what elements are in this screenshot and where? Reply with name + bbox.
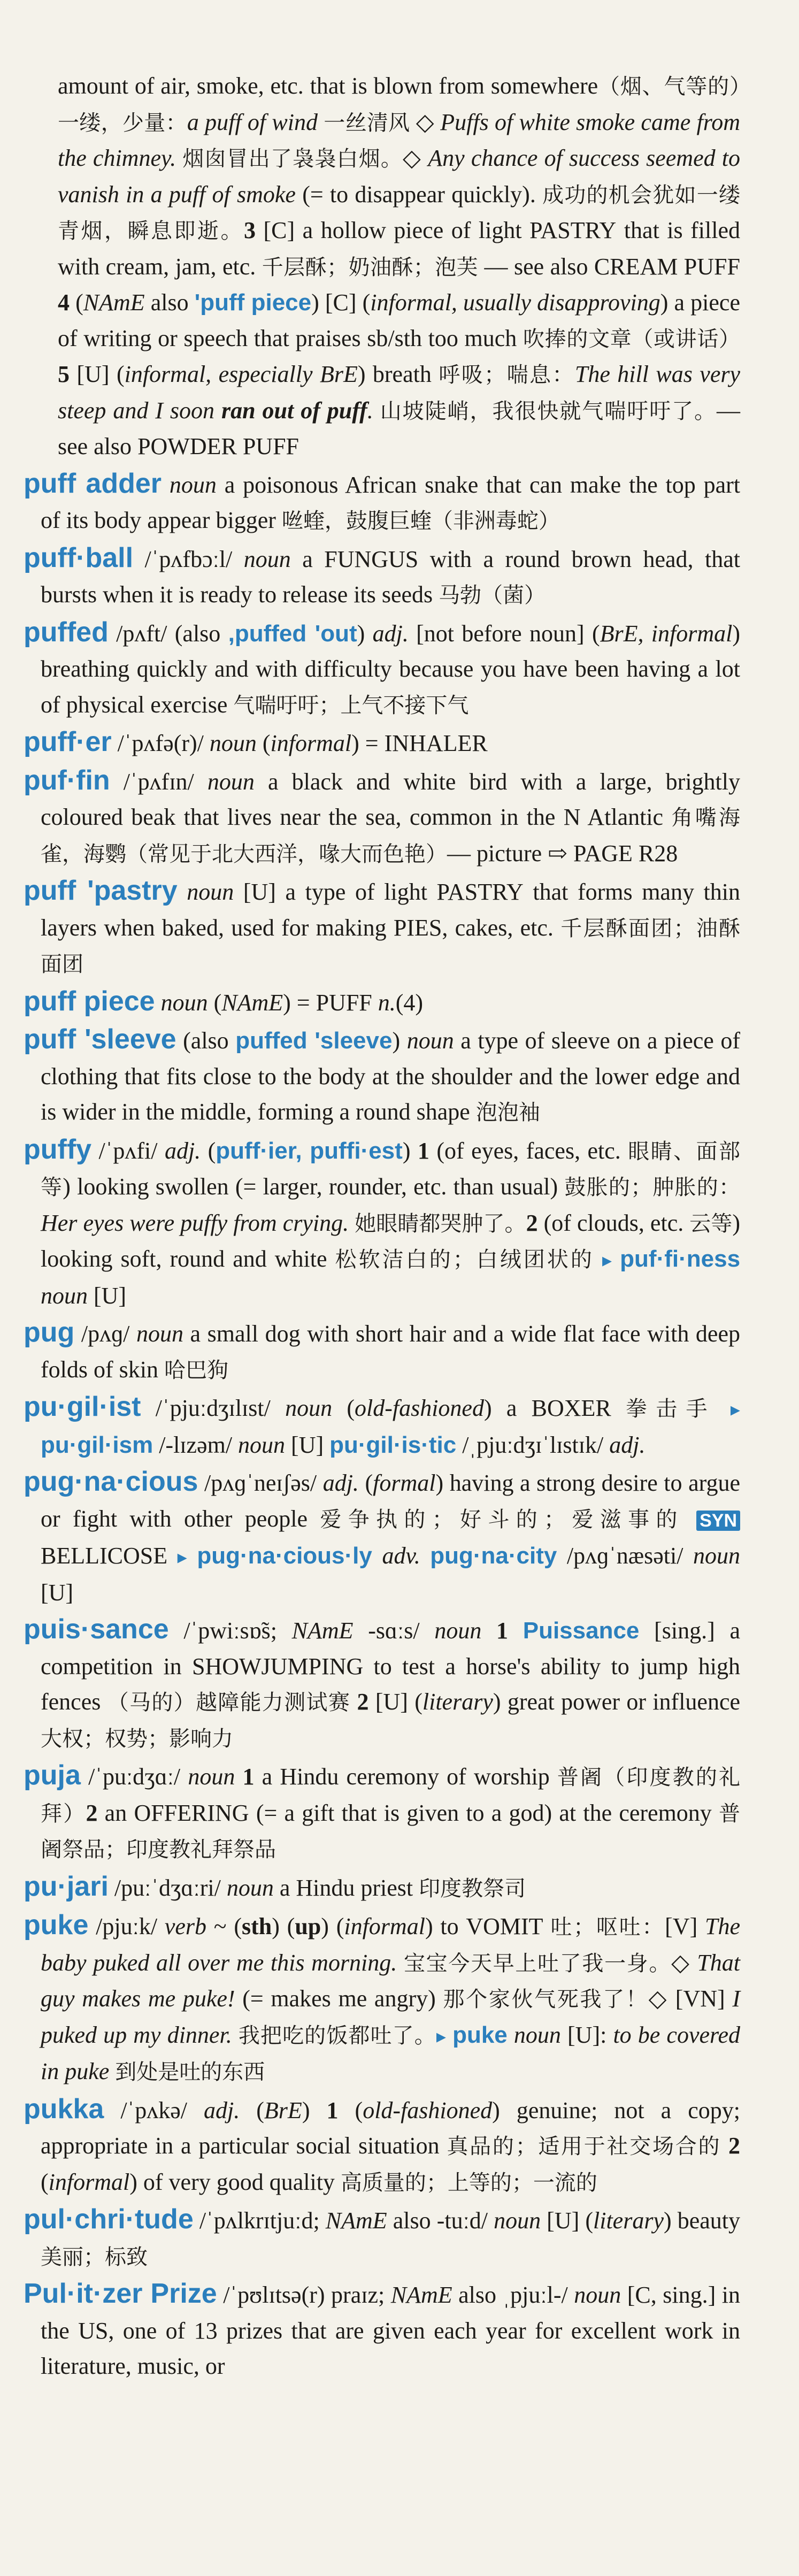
entry-puffin: puf·fin /ˈpʌfɪn/ noun a black and white bird with a large, brightly coloured beak that lives near the sea, common in the N Atlantic 角嘴海雀，海鹦（常见于北大西洋，喙大而色艳）— picture ⇨ PAGE R28 <box>24 764 740 867</box>
entry-pug: pug /pʌɡ/ noun a small dog with short hair and a wide flat face with deep folds of skin 哈巴狗 <box>24 1317 740 1383</box>
headword: puff·ball <box>24 542 134 573</box>
entry-puja: puja /ˈpuːdʒɑː/ noun 1 a Hindu ceremony of worship 普阇（印度教的礼拜）2 an OFFERING (= a gift that is given to a god) at the ceremony 普阇祭品；印度教礼拜祭品 <box>24 1760 741 1862</box>
entry-puke: puke /pjuːk/ verb ~ (sth) (up) (informal) to VOMIT 吐；呕吐：[V] The baby puked all over me this morning. 宝宝今天早上吐了我一身。◇ That guy makes me puke! (= makes me angry) 那个家伙气死我了！◇ [VN] I puked up my dinner. 我把吃的饭都吐了。▸ puke noun [U]: to be covered in puke 到处是吐的东西 <box>24 1910 741 2084</box>
entry-puffer: puff·er /ˈpʌfə(r)/ noun (informal) = INHALER <box>24 726 488 757</box>
entry-puff-piece: puff piece noun (NAmE) = PUFF n.(4) <box>24 985 424 1017</box>
entry-puffy: puffy /ˈpʌfi/ adj. (puff·ier, puffi·est) 1 (of eyes, faces, etc. 眼睛、面部等) looking swollen (= larger, rounder, etc. than usual) 鼓胀的；肿胀的：Her eyes were puffy from crying. 她眼睛都哭肿了。2 (of clouds, etc. 云等) looking soft, round and white 松软洁白的；白绒团状的 ▸ puf·fi·ness noun [U] <box>24 1133 741 1309</box>
headword: pug <box>24 1317 75 1348</box>
entry-puissance: puis·sance /ˈpwiːsɒ̃s; NAmE -sɑːs/ noun 1 Puissance [sing.] a competition in SHOWJUMPING to test a horse's ability to jump high fences （马的）越障能力测试赛 2 [U] (literary) great power or influence 大权；权势；影响力 <box>24 1614 741 1751</box>
entry-puff-continued: amount of air, smoke, etc. that is blown from somewhere（烟、气等的）一缕，少量：a puff of wind 一丝清风 ◇ Puffs of white smoke came from the chimney. 烟囱冒出了袅袅白烟。◇ Any chance of success seemed to vanish in a puff of smoke (= to disappear quickly). 成功的机会犹如一缕青烟，瞬息即逝。3 [C] a hollow piece of light PASTRY that is filled with cream, jam, etc. 千层酥；奶油酥；泡芙 — see also CREAM PUFF 4 (NAmE also 'puff piece) [C] (informal, usually disapproving) a piece of writing or speech that praises sb/sth too much 吹捧的文章（或讲话）5 [U] (informal, especially BrE) breath 呼吸；喘息：The hill was very steep and I soon ran out of puff. 山坡陡峭，我很快就气喘吁吁了。— see also POWDER PUFF <box>58 73 741 459</box>
entry-puff-adder: puff adder noun a poisonous African snake that can make the top part of its body appear bigger 咝蝰，鼓腹巨蝰（非洲毒蛇） <box>24 467 741 533</box>
headword: pu·jari <box>24 1870 109 1902</box>
synonym-badge: SYN <box>696 1511 740 1531</box>
entry-pulitzer-prize: Pul·it·zer Prize /ˈpʊlɪtsə(r) praɪz; NAmE also ˌpjuːl-/ noun [C, sing.] in the US, one of 13 prizes that are given each year for excellent work in literature, music, or <box>24 2278 740 2379</box>
entry-pugilist: pu·gil·ist /ˈpjuːdʒɪlɪst/ noun (old-fashioned) a BOXER 拳击手 ▸ pu·gil·ism /-lɪzəm/ noun [U] pu·gil·is·tic /ˌpjuːdʒɪˈlɪstɪk/ adj. <box>24 1391 740 1458</box>
headword: puis·sance <box>24 1614 169 1645</box>
headword: pu·gil·ist <box>24 1391 141 1422</box>
entry-pujari: pu·jari /puːˈdʒɑːri/ noun a Hindu priest 印度教祭司 <box>24 1870 526 1902</box>
headword: puke <box>24 1910 89 1941</box>
entry-pugnacious: pug·na·cious /pʌɡˈneɪʃəs/ adj. (formal) having a strong desire to argue or fight with other people 爱争执的；好斗的；爱滋事的 SYN BELLICOSE ▸ pug·na·cious·ly adv. pug·na·city /pʌɡˈnæsəti/ noun [U] <box>24 1466 741 1606</box>
entry-puff-sleeve: puff 'sleeve (also puffed 'sleeve) noun a type of sleeve on a piece of clothing that fits close to the body at the shoulder and the lower edge and is wider in the middle, forming a round shape 泡泡袖 <box>24 1024 741 1125</box>
headword: puff piece <box>24 985 155 1017</box>
headword: puff 'sleeve <box>24 1024 176 1055</box>
entry-pulchritude: pul·chri·tude /ˈpʌlkrɪtjuːd; NAmE also -tuːd/ noun [U] (literary) beauty 美丽；标致 <box>24 2204 740 2270</box>
headword: pukka <box>24 2093 104 2125</box>
entry-puff-pastry: puff 'pastry noun [U] a type of light PASTRY that forms many thin layers when baked, used for making PIES, cakes, etc. 千层酥面团；油酥面团 <box>24 875 741 977</box>
headword: pug·na·cious <box>24 1466 198 1497</box>
headword: puffy <box>24 1133 92 1165</box>
entry-pukka: pukka /ˈpʌkə/ adj. (BrE) 1 (old-fashioned) genuine; not a copy; appropriate in a particular social situation 真品的；适用于社交场合的 2 (informal) of very good quality 高质量的；上等的；一流的 <box>24 2093 741 2195</box>
headword: puff adder <box>24 467 162 499</box>
headword: pul·chri·tude <box>24 2204 194 2235</box>
headword: puja <box>24 1760 81 1791</box>
headword: puff 'pastry <box>24 875 178 906</box>
headword: puf·fin <box>24 764 110 796</box>
entry-puffed: puffed /pʌft/ (also ,puffed 'out) adj. [not before noun] (BrE, informal) breathing quickly and with difficulty because you have been having a lot of physical exercise 气喘吁吁；上气不接下气 <box>24 616 741 718</box>
entry-puffball: puff·ball /ˈpʌfbɔːl/ noun a FUNGUS with a round brown head, that bursts when it is ready to release its seeds 马勃（菌） <box>24 542 741 608</box>
headword: Pul·it·zer Prize <box>24 2278 217 2309</box>
headword: puff·er <box>24 726 112 757</box>
headword: puffed <box>24 616 109 648</box>
